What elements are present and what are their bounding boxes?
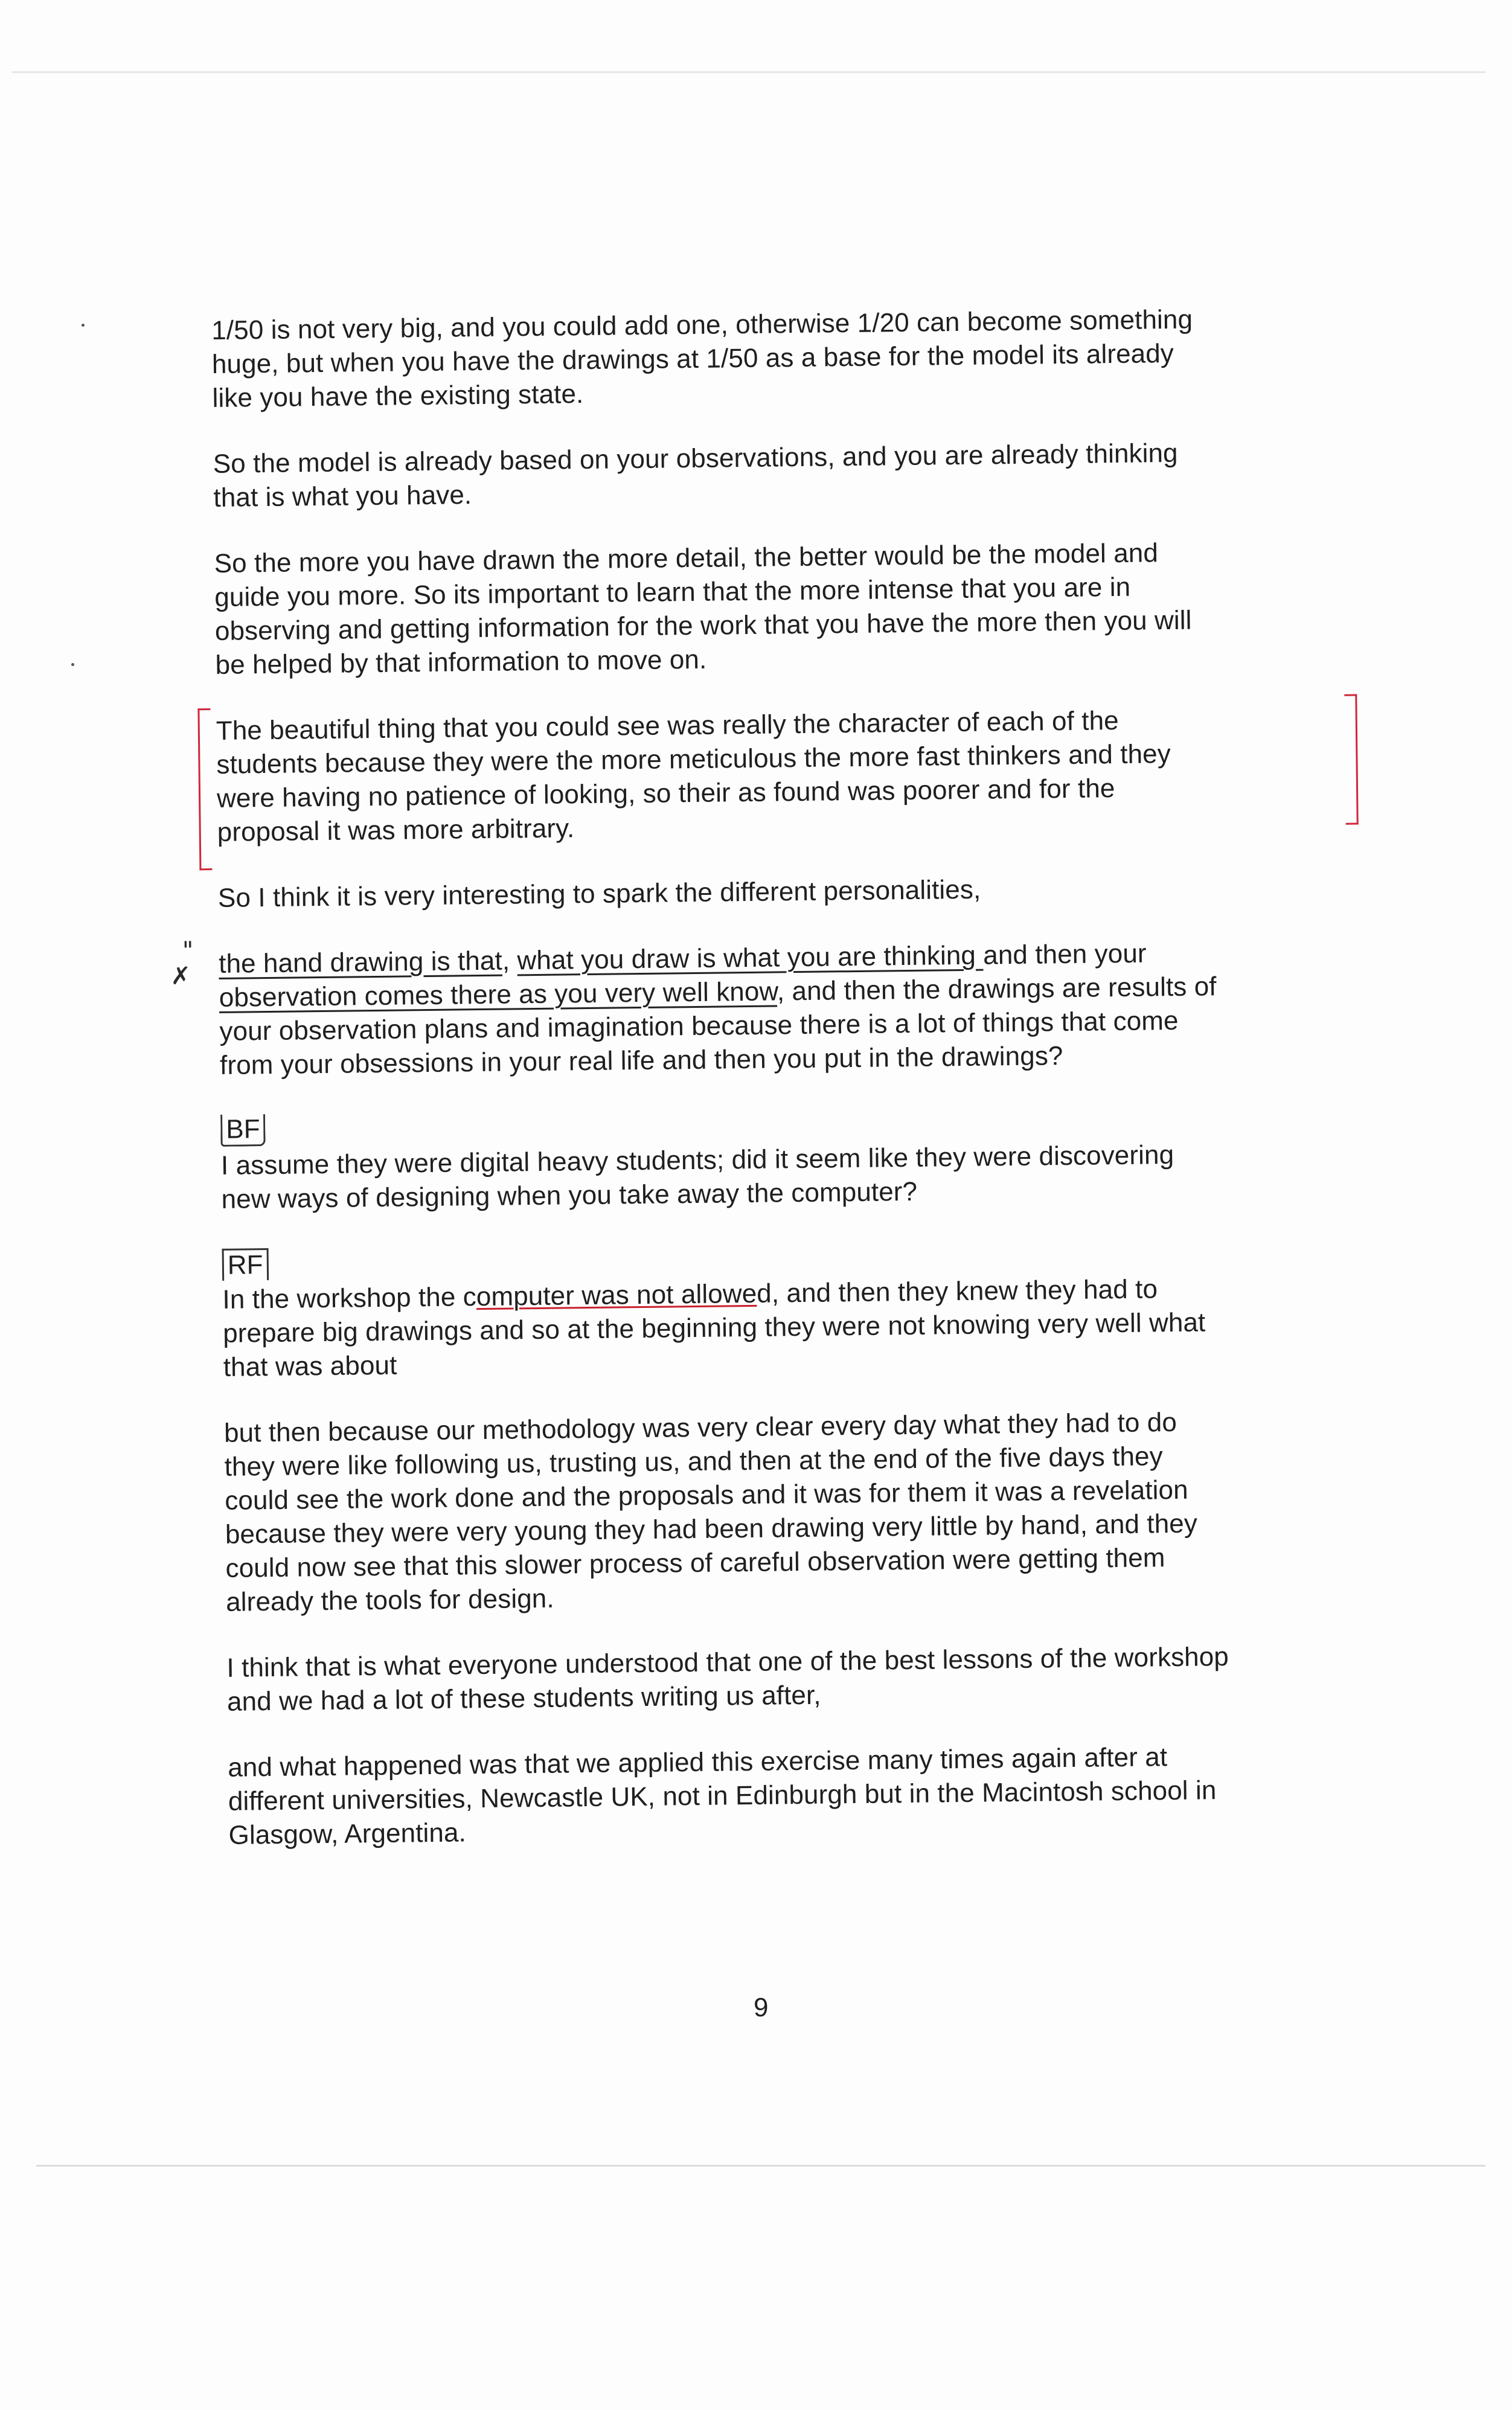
page-edge-bottom [36,2165,1485,2167]
paragraph [216,702,1310,850]
text-run: , [502,946,517,976]
text-line: that was about [223,1350,397,1382]
paragraph [221,1136,1315,1217]
margin-quote-mark: " [182,937,194,965]
text-line: huge, but when you have the drawings at 1/50 as a base for the model its already [211,338,1174,379]
text-line: observing and getting information for the work that you have the more then you will [214,605,1192,646]
text-line: that is what you have. [213,480,472,513]
speaker-label: RF [222,1248,269,1281]
paragraph [211,301,1305,415]
page-edge-top [12,71,1485,73]
speaker-block-rf [222,1236,1316,1385]
speaker-block-bf [220,1102,1315,1217]
paragraph [214,534,1308,682]
transcript-body [170,301,1322,1884]
paragraph [222,1271,1316,1385]
text-line: be helped by that information to move on. [215,644,707,680]
text-line: like you have the existing state. [212,379,584,413]
text-run: , and then the drawings are results of [777,972,1217,1007]
paragraph [226,1639,1320,1719]
paragraph [224,1404,1319,1620]
text-line: guide you more. So its important to learn that the more intense that you are in [214,572,1131,612]
red-bracket-right [1344,694,1358,825]
text-line: proposal it was more arbitrary. [217,813,575,847]
text-line: but then because our methodology was very clear every day what they had to do [223,1407,1177,1448]
text-line: new ways of designing when you take away the computer? [221,1176,918,1214]
text-line: prepare big drawings and so at the beginning they were not knowing very well what [222,1307,1206,1348]
text-line: your observation plans and imagination because there is a lot of things that come [219,1005,1179,1046]
text-line: and we had a lot of these students writing us after, [226,1680,821,1717]
text-line: students because they were the more meticulous the more fast thinkers and they [216,739,1171,780]
text-line: different universities, Newcastle UK, not in Edinburgh but in the Macintosh school in [228,1775,1217,1816]
text-line: could see the work done and the proposals and it was for them it was a revelation [225,1475,1188,1516]
red-bracketed-passage [216,702,1310,850]
underlined-phrase: the hand drawing is that [218,946,503,979]
text-line: because they were very young they had been drawing very little by hand, and they [225,1508,1198,1550]
text-run: and then your [982,938,1147,970]
text-line: they were like following us, trusting us, and then at the end of the five days they [224,1441,1163,1482]
paragraph [228,1739,1322,1853]
scan-speck [82,324,85,327]
page-number: 9 [754,1993,769,2022]
paragraph [218,869,1312,915]
scan-speck [71,663,74,666]
paragraph [213,435,1307,515]
text-line: already the tools for design. [225,1583,554,1617]
text-line: Glasgow, Argentina. [228,1818,467,1850]
text-line: The beautiful thing that you could see was really the character of each of the [216,705,1119,746]
text-line: could now see that this slower process of careful observation were getting them [225,1543,1165,1583]
underlined-phrase: what you draw is what you are thinking [517,940,984,976]
text-line: 1/50 is not very big, and you could add one, otherwise 1/20 can become something [211,304,1193,345]
underlined-phrase: observation comes there as you very well know [219,976,778,1013]
text-run: In the workshop the c [222,1282,477,1315]
text-line: from your obsessions in your real life and then you put in the drawings? [219,1041,1063,1080]
text-line: I think that is what everyone understood that one of the best lessons of the workshop [226,1642,1229,1683]
annotated-passage [170,935,1313,1083]
text-run: d, and then they knew they had to [756,1274,1158,1309]
text-line: were having no patience of looking, so their as found was poorer and for the [216,774,1115,813]
text-line: and what happened was that we applied this exercise many times again after at [228,1742,1168,1783]
text-line: So the more you have drawn the more detail, the better would be the model and [214,538,1159,578]
star-mark-icon: ✗ [170,962,191,990]
red-underlined-phrase: omputer was not allowe [476,1278,757,1312]
red-bracket-left [197,708,212,870]
text-line: So I think it is very interesting to spark the different personalities, [217,874,981,913]
text-line: So the model is already based on your observations, and you are already thinking [213,438,1178,479]
speaker-label: BF [220,1114,266,1147]
text-line: I assume they were digital heavy students; did it seem like they were discovering [220,1140,1174,1181]
paragraph [219,935,1313,1083]
